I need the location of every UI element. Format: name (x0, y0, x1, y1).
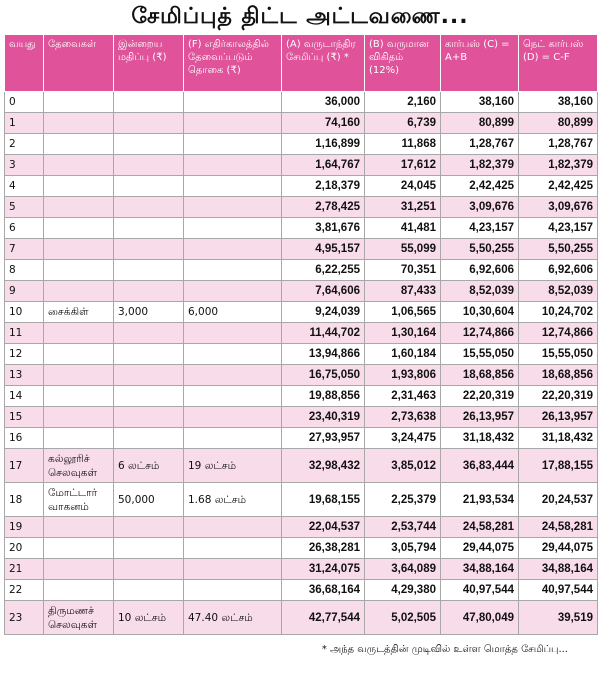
cell-age: 5 (5, 197, 44, 218)
cell-future-amount (184, 260, 282, 281)
table-row (5, 386, 598, 407)
cell-net-corpus: 6,92,606 (519, 260, 598, 281)
cell-corpus: 10,30,604 (441, 302, 519, 323)
cell-age: 7 (5, 239, 44, 260)
cell-need: கல்லூரிச் செலவுகள் (44, 449, 114, 483)
cell-today-value: 6 லட்சம் (114, 449, 184, 483)
cell-today-value: 10 லட்சம் (114, 601, 184, 635)
cell-net-corpus: 24,58,281 (519, 517, 598, 538)
cell-age: 19 (5, 517, 44, 538)
cell-corpus: 36,83,444 (441, 449, 519, 483)
cell-corpus: 26,13,957 (441, 407, 519, 428)
cell-age: 3 (5, 155, 44, 176)
cell-future-amount (184, 580, 282, 601)
cell-return: 4,29,380 (365, 580, 441, 601)
cell-need (44, 239, 114, 260)
cell-today-value (114, 407, 184, 428)
cell-age: 11 (5, 323, 44, 344)
cell-annual-savings: 3,81,676 (282, 218, 365, 239)
cell-return: 31,251 (365, 197, 441, 218)
cell-need (44, 580, 114, 601)
cell-net-corpus: 8,52,039 (519, 281, 598, 302)
cell-net-corpus: 39,519 (519, 601, 598, 635)
cell-today-value (114, 281, 184, 302)
cell-return: 3,05,794 (365, 538, 441, 559)
cell-corpus: 31,18,432 (441, 428, 519, 449)
savings-table (4, 34, 598, 635)
cell-today-value (114, 559, 184, 580)
cell-corpus: 80,899 (441, 113, 519, 134)
table-body (5, 92, 598, 635)
cell-today-value (114, 580, 184, 601)
cell-age: 14 (5, 386, 44, 407)
cell-net-corpus: 1,82,379 (519, 155, 598, 176)
cell-age: 20 (5, 538, 44, 559)
cell-future-amount (184, 239, 282, 260)
cell-age: 17 (5, 449, 44, 483)
cell-annual-savings: 11,44,702 (282, 323, 365, 344)
cell-annual-savings: 9,24,039 (282, 302, 365, 323)
cell-future-amount (184, 538, 282, 559)
column-header-future-amount: (F) எதிர்காலத்தில் தேவைப்படும் தொகை (₹) (184, 35, 282, 92)
cell-future-amount: 47.40 லட்சம் (184, 601, 282, 635)
cell-today-value (114, 176, 184, 197)
cell-corpus: 18,68,856 (441, 365, 519, 386)
cell-today-value (114, 517, 184, 538)
cell-need (44, 538, 114, 559)
cell-future-amount (184, 155, 282, 176)
cell-corpus: 2,42,425 (441, 176, 519, 197)
cell-today-value (114, 113, 184, 134)
cell-return: 1,06,565 (365, 302, 441, 323)
cell-corpus: 22,20,319 (441, 386, 519, 407)
table-row (5, 601, 598, 635)
cell-need (44, 260, 114, 281)
cell-future-amount (184, 197, 282, 218)
cell-corpus: 34,88,164 (441, 559, 519, 580)
cell-need (44, 428, 114, 449)
cell-annual-savings: 1,16,899 (282, 134, 365, 155)
cell-annual-savings: 36,000 (282, 92, 365, 113)
cell-today-value: 3,000 (114, 302, 184, 323)
cell-corpus: 38,160 (441, 92, 519, 113)
cell-annual-savings: 16,75,050 (282, 365, 365, 386)
cell-return: 17,612 (365, 155, 441, 176)
cell-annual-savings: 31,24,075 (282, 559, 365, 580)
table-row (5, 323, 598, 344)
cell-return: 41,481 (365, 218, 441, 239)
cell-need (44, 386, 114, 407)
cell-age: 12 (5, 344, 44, 365)
cell-return: 1,93,806 (365, 365, 441, 386)
cell-need: திருமணச் செலவுகள் (44, 601, 114, 635)
cell-age: 2 (5, 134, 44, 155)
cell-corpus: 15,55,050 (441, 344, 519, 365)
table-row (5, 483, 598, 517)
cell-future-amount (184, 323, 282, 344)
cell-need (44, 517, 114, 538)
table-row (5, 92, 598, 113)
column-header-today-value: இன்றைய மதிப்பு (₹) (114, 35, 184, 92)
cell-return: 87,433 (365, 281, 441, 302)
column-header-corpus: கார்பஸ் (C) = A+B (441, 35, 519, 92)
cell-age: 22 (5, 580, 44, 601)
cell-net-corpus: 80,899 (519, 113, 598, 134)
table-row (5, 281, 598, 302)
cell-need (44, 92, 114, 113)
table-row (5, 260, 598, 281)
cell-return: 1,60,184 (365, 344, 441, 365)
table-row (5, 134, 598, 155)
table-row (5, 365, 598, 386)
cell-annual-savings: 6,22,255 (282, 260, 365, 281)
cell-annual-savings: 32,98,432 (282, 449, 365, 483)
cell-today-value (114, 239, 184, 260)
table-row (5, 344, 598, 365)
cell-age: 16 (5, 428, 44, 449)
cell-net-corpus: 40,97,544 (519, 580, 598, 601)
cell-today-value (114, 538, 184, 559)
cell-return: 55,099 (365, 239, 441, 260)
cell-age: 15 (5, 407, 44, 428)
table-row (5, 580, 598, 601)
cell-today-value (114, 260, 184, 281)
table-row (5, 113, 598, 134)
cell-return: 2,31,463 (365, 386, 441, 407)
cell-annual-savings: 36,68,164 (282, 580, 365, 601)
cell-annual-savings: 42,77,544 (282, 601, 365, 635)
cell-today-value (114, 197, 184, 218)
cell-today-value (114, 218, 184, 239)
cell-future-amount (184, 176, 282, 197)
cell-age: 23 (5, 601, 44, 635)
cell-need (44, 559, 114, 580)
cell-net-corpus: 5,50,255 (519, 239, 598, 260)
cell-future-amount (184, 559, 282, 580)
cell-return: 3,64,089 (365, 559, 441, 580)
table-row (5, 517, 598, 538)
cell-net-corpus: 4,23,157 (519, 218, 598, 239)
cell-net-corpus: 12,74,866 (519, 323, 598, 344)
cell-today-value (114, 92, 184, 113)
table-row (5, 428, 598, 449)
cell-need (44, 155, 114, 176)
cell-return: 1,30,164 (365, 323, 441, 344)
cell-need (44, 176, 114, 197)
cell-today-value (114, 344, 184, 365)
cell-net-corpus: 3,09,676 (519, 197, 598, 218)
cell-today-value (114, 386, 184, 407)
cell-net-corpus: 2,42,425 (519, 176, 598, 197)
column-header-return-rate: (B) வருமான விகிதம் (12%) (365, 35, 441, 92)
cell-annual-savings: 4,95,157 (282, 239, 365, 260)
cell-net-corpus: 18,68,856 (519, 365, 598, 386)
cell-annual-savings: 1,64,767 (282, 155, 365, 176)
cell-today-value (114, 134, 184, 155)
cell-net-corpus: 20,24,537 (519, 483, 598, 517)
cell-need (44, 113, 114, 134)
cell-corpus: 40,97,544 (441, 580, 519, 601)
cell-need: சைக்கிள் (44, 302, 114, 323)
cell-return: 11,868 (365, 134, 441, 155)
cell-corpus: 24,58,281 (441, 517, 519, 538)
cell-net-corpus: 22,20,319 (519, 386, 598, 407)
cell-need (44, 323, 114, 344)
cell-age: 13 (5, 365, 44, 386)
cell-return: 3,24,475 (365, 428, 441, 449)
cell-future-amount: 1.68 லட்சம் (184, 483, 282, 517)
cell-age: 9 (5, 281, 44, 302)
cell-age: 21 (5, 559, 44, 580)
cell-future-amount (184, 92, 282, 113)
cell-need (44, 281, 114, 302)
table-header-row (5, 35, 598, 92)
cell-need (44, 407, 114, 428)
cell-return: 2,160 (365, 92, 441, 113)
cell-need (44, 218, 114, 239)
table-row (5, 407, 598, 428)
cell-annual-savings: 7,64,606 (282, 281, 365, 302)
cell-need (44, 197, 114, 218)
cell-return: 3,85,012 (365, 449, 441, 483)
cell-return: 2,73,638 (365, 407, 441, 428)
table-row (5, 449, 598, 483)
cell-annual-savings: 2,18,379 (282, 176, 365, 197)
cell-age: 1 (5, 113, 44, 134)
cell-corpus: 21,93,534 (441, 483, 519, 517)
cell-return: 24,045 (365, 176, 441, 197)
cell-annual-savings: 74,160 (282, 113, 365, 134)
cell-annual-savings: 26,38,281 (282, 538, 365, 559)
cell-return: 70,351 (365, 260, 441, 281)
cell-today-value (114, 155, 184, 176)
cell-age: 10 (5, 302, 44, 323)
cell-corpus: 1,28,767 (441, 134, 519, 155)
cell-future-amount (184, 134, 282, 155)
cell-future-amount (184, 407, 282, 428)
table-row (5, 559, 598, 580)
cell-corpus: 8,52,039 (441, 281, 519, 302)
cell-need: மோட்டார் வாகனம் (44, 483, 114, 517)
table-row (5, 197, 598, 218)
cell-annual-savings: 13,94,866 (282, 344, 365, 365)
cell-future-amount (184, 365, 282, 386)
cell-future-amount (184, 517, 282, 538)
cell-today-value (114, 323, 184, 344)
table-row (5, 302, 598, 323)
cell-return: 5,02,505 (365, 601, 441, 635)
cell-net-corpus: 10,24,702 (519, 302, 598, 323)
cell-net-corpus: 1,28,767 (519, 134, 598, 155)
table-row (5, 538, 598, 559)
table-row (5, 239, 598, 260)
page-title: சேமிப்புத் திட்ட அட்டவணை... (131, 4, 469, 29)
cell-net-corpus: 15,55,050 (519, 344, 598, 365)
cell-net-corpus: 29,44,075 (519, 538, 598, 559)
cell-future-amount (184, 386, 282, 407)
cell-future-amount (184, 428, 282, 449)
table-row (5, 176, 598, 197)
cell-corpus: 29,44,075 (441, 538, 519, 559)
footnote: * அந்த வருடத்தின் முடிவில் உள்ள மொத்த சேமிப்பு... (321, 644, 568, 655)
cell-today-value (114, 365, 184, 386)
cell-future-amount (184, 281, 282, 302)
cell-future-amount (184, 113, 282, 134)
cell-net-corpus: 31,18,432 (519, 428, 598, 449)
cell-future-amount (184, 344, 282, 365)
cell-net-corpus: 26,13,957 (519, 407, 598, 428)
cell-net-corpus: 17,88,155 (519, 449, 598, 483)
cell-return: 2,25,379 (365, 483, 441, 517)
cell-need (44, 344, 114, 365)
cell-corpus: 47,80,049 (441, 601, 519, 635)
cell-annual-savings: 22,04,537 (282, 517, 365, 538)
cell-return: 2,53,744 (365, 517, 441, 538)
cell-age: 18 (5, 483, 44, 517)
cell-net-corpus: 38,160 (519, 92, 598, 113)
cell-annual-savings: 23,40,319 (282, 407, 365, 428)
column-header-annual-savings: (A) வருடாந்திர சேமிப்பு (₹) * (282, 35, 365, 92)
cell-annual-savings: 19,88,856 (282, 386, 365, 407)
cell-today-value: 50,000 (114, 483, 184, 517)
table-row (5, 155, 598, 176)
cell-age: 8 (5, 260, 44, 281)
cell-corpus: 5,50,255 (441, 239, 519, 260)
column-header-net-corpus: நெட் கார்பஸ் (D) = C-F (519, 35, 598, 92)
cell-corpus: 12,74,866 (441, 323, 519, 344)
cell-net-corpus: 34,88,164 (519, 559, 598, 580)
cell-need (44, 365, 114, 386)
cell-age: 4 (5, 176, 44, 197)
cell-today-value (114, 428, 184, 449)
cell-future-amount (184, 218, 282, 239)
cell-annual-savings: 27,93,957 (282, 428, 365, 449)
cell-return: 6,739 (365, 113, 441, 134)
cell-corpus: 1,82,379 (441, 155, 519, 176)
cell-annual-savings: 2,78,425 (282, 197, 365, 218)
table-row (5, 218, 598, 239)
cell-age: 0 (5, 92, 44, 113)
cell-corpus: 3,09,676 (441, 197, 519, 218)
cell-corpus: 6,92,606 (441, 260, 519, 281)
cell-future-amount: 6,000 (184, 302, 282, 323)
cell-corpus: 4,23,157 (441, 218, 519, 239)
cell-future-amount: 19 லட்சம் (184, 449, 282, 483)
cell-need (44, 134, 114, 155)
column-header-needs: தேவைகள் (44, 35, 114, 92)
cell-age: 6 (5, 218, 44, 239)
column-header-age: வயது (5, 35, 44, 92)
cell-annual-savings: 19,68,155 (282, 483, 365, 517)
